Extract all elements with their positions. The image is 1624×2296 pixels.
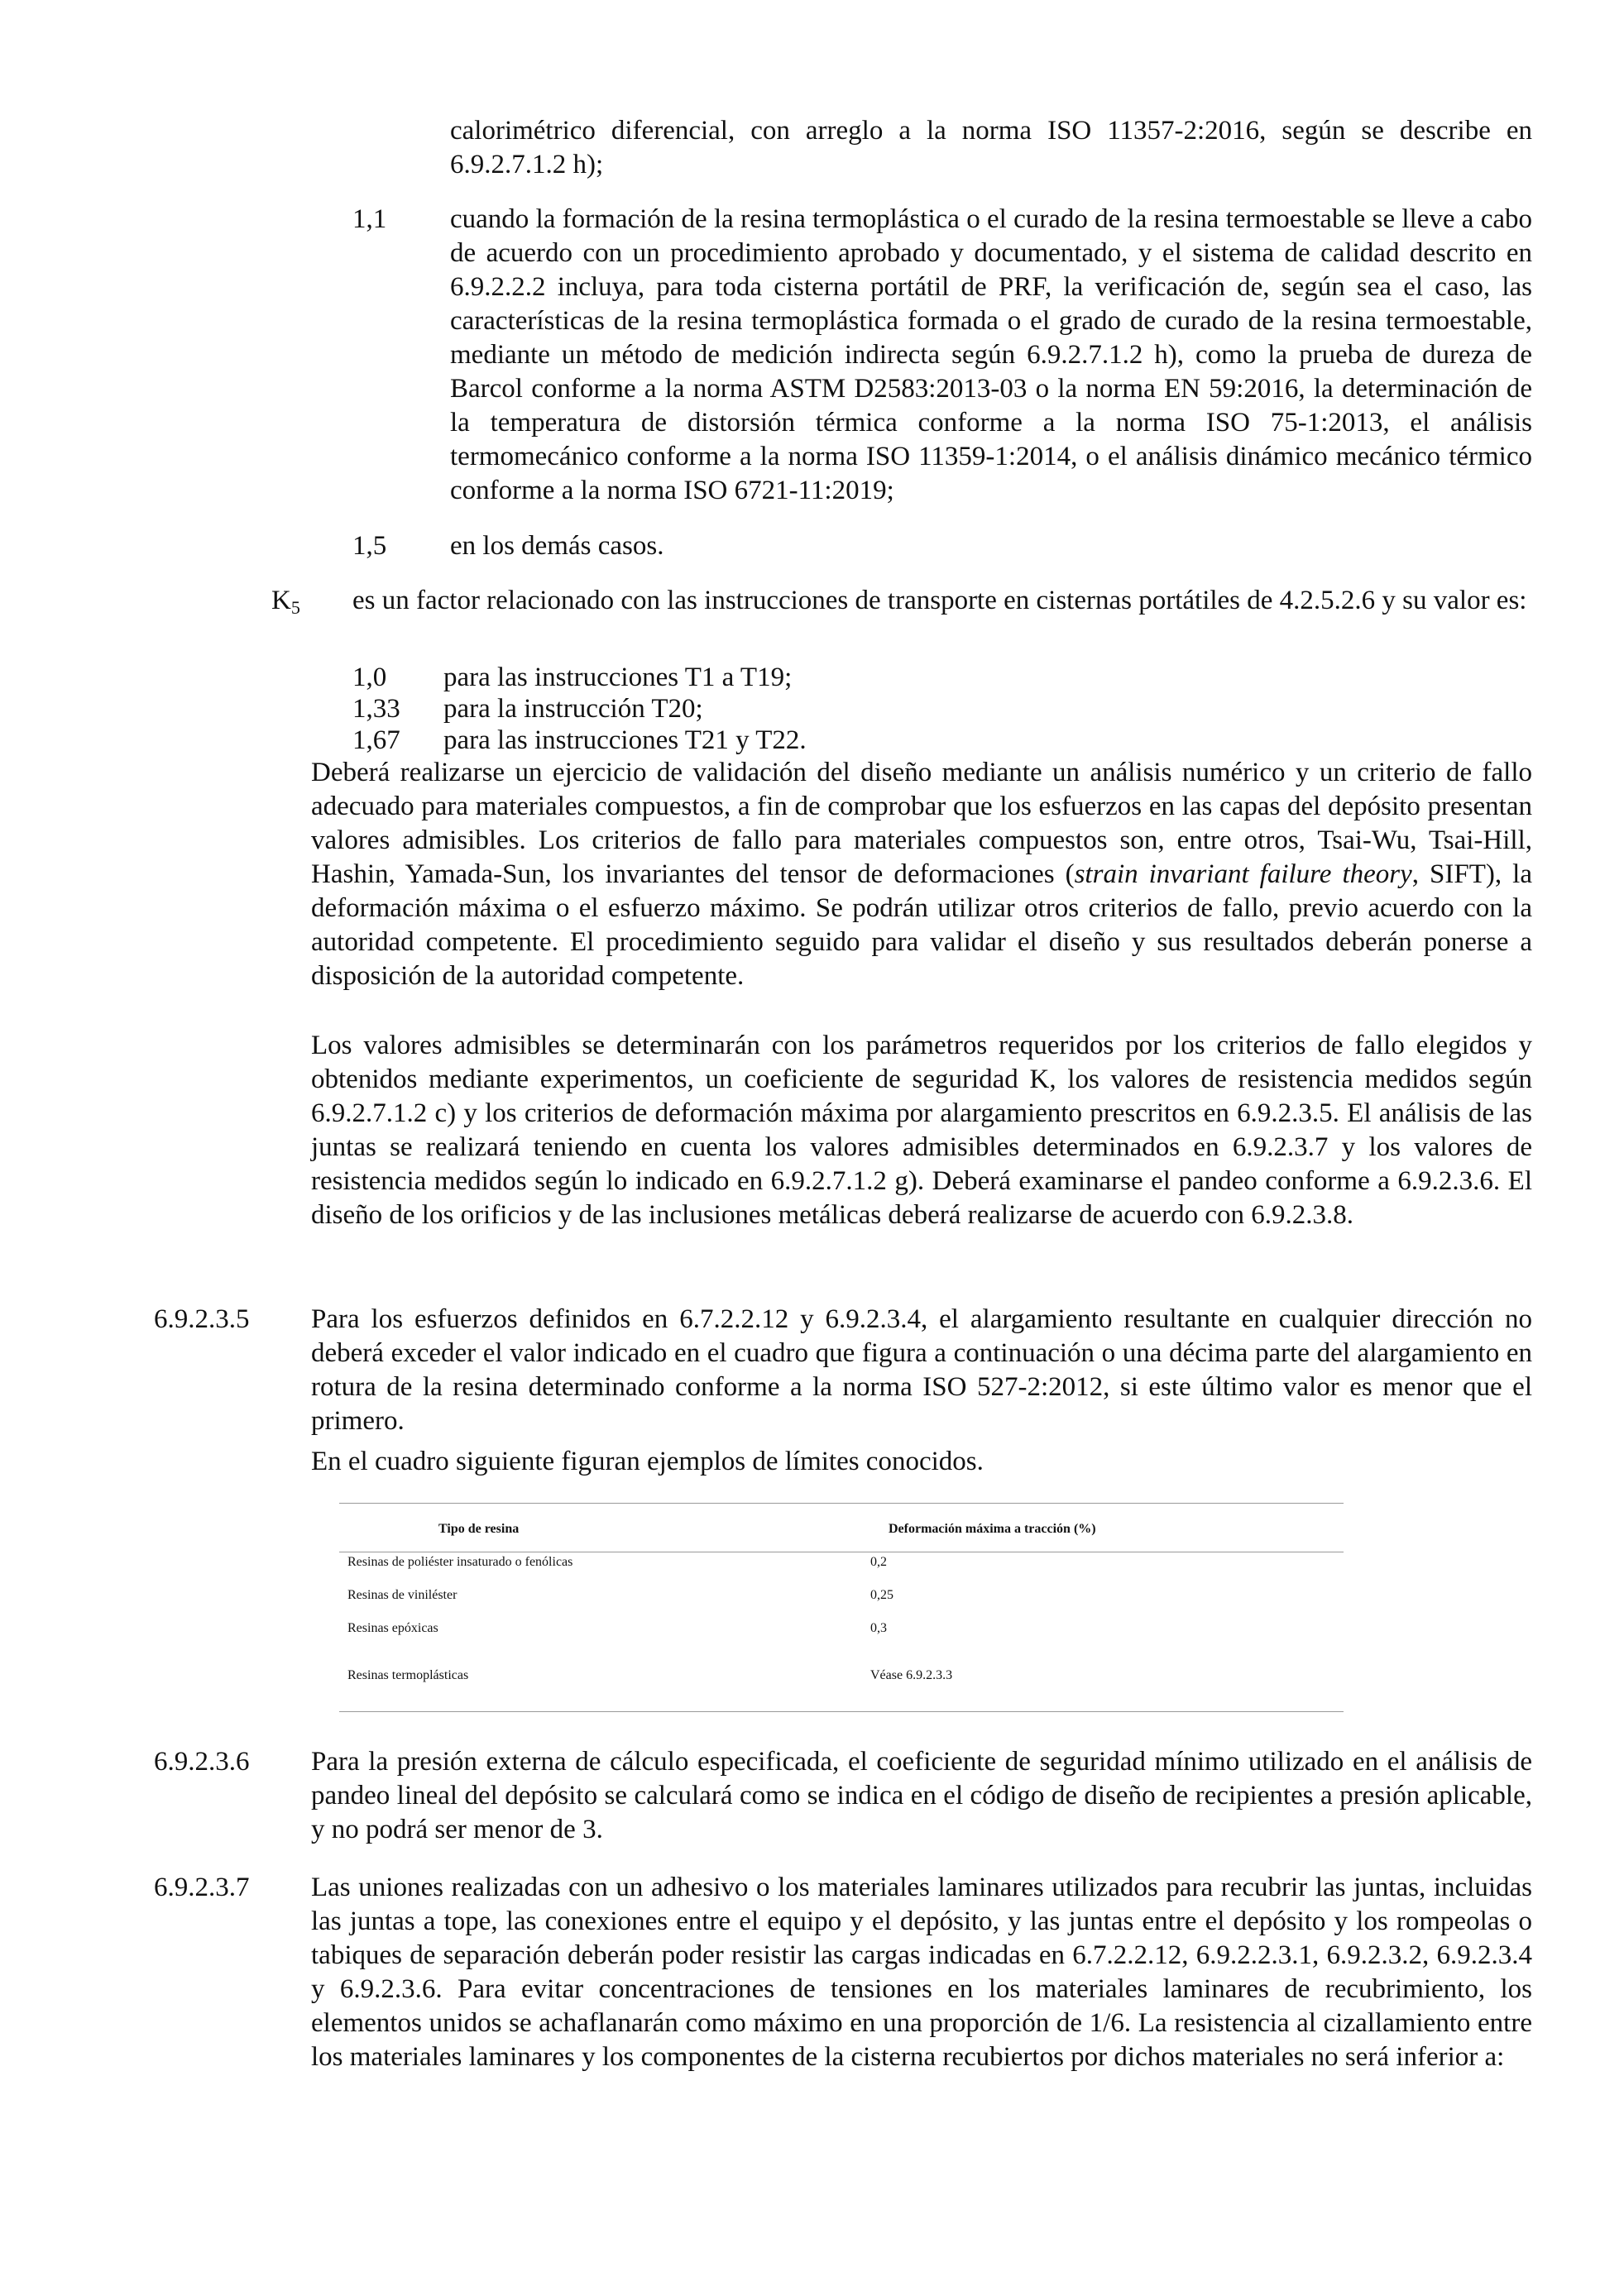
validation-paragraph <box>311 756 1532 993</box>
section-text-6-9-2-3-7: Las uniones realizadas con un adhesivo o los materiales laminares utilizados para recubrir las juntas, incluidas las juntas a tope, las conexiones entre el equipo y el depósito, y las juntas entre el depósito y los rompeolas o tabiques de separación deberán poder resistir las cargas indicadas en 6.7.2.2.12, 6.9.2.2.3.1, 6.9.2.3.2, 6.9.2.3.4 y 6.9.2.3.6. Para evitar concentraciones de tensiones en los materiales laminares de recubrimiento, los elementos unidos se achaflanarán como máximo en una proporción de 1/6. La resistencia al cizallamiento entre los materiales laminares y los componentes de la cisterna recubiertos por dichos materiales no será inferior a: <box>311 1873 1532 2072</box>
table-top-rule <box>339 1503 1344 1504</box>
section-text-6-9-2-3-6: Para la presión externa de cálculo especificada, el coeficiente de seguridad mínimo utilizado en el análisis de pandeo lineal del depósito se calculará como se indica en el código de diseño de recipientes a presión aplicable, y no podrá ser menor de 3. <box>311 1747 1532 1844</box>
validation-part2: , SIFT), la deformación máxima o el esfuerzo máximo. Se podrán utilizar otros criterios de fallo, previo acuerdo con la autoridad competente. El procedimiento seguido para validar el diseño y sus resultados deberán ponerse a disposición de la autoridad competente. <box>311 859 1532 991</box>
intro-continuation: calorimétrico diferencial, con arreglo a la norma ISO 11357-2:2016, según se describe en 6.9.2.7.1.2 h); <box>450 116 1532 179</box>
k5-letter: K <box>271 586 291 615</box>
table-cell-resin: Resinas de poliéster insaturado o fenólicas <box>347 1555 573 1569</box>
k4-value-1: 1,1 <box>352 204 387 234</box>
table-cell-value: Véase 6.9.2.3.3 <box>870 1668 953 1682</box>
validation-part1: Deberá realizarse un ejercicio de validación del diseño mediante un análisis numérico y un criterio de fallo adecuado para materiales compuestos, a fin de comprobar que los esfuerzos en las capas del depósito presentan valores admisibles. Los criterios de fallo para materiales compuestos son, entre otros, Tsai-Wu, Tsai-Hill, Hashin, Yamada-Sun, los invariantes del tensor de deformaciones ( <box>311 758 1532 889</box>
k4-text-2: en los demás casos. <box>450 531 664 561</box>
admissible-paragraph: Los valores admisibles se determinarán con los parámetros requeridos por los criterios de fallo elegidos y obtenidos mediante experimentos, un coeficiente de seguridad K, los valores de resistencia medidos según 6.9.2.7.1.2 c) y los criterios de deformación máxima por alargamiento prescritos en 6.9.2.3.5. El análisis de las juntas se realizará teniendo en cuenta los valores admisibles determinados en 6.9.2.3.7 y los valores de resistencia medidos según lo indicado en 6.9.2.7.1.2 g). Deberá examinarse el pandeo conforme a 6.9.2.3.6. El diseño de los orificios y de las inclusiones metálicas deberá realizarse de acuerdo con 6.9.2.3.8. <box>311 1031 1532 1230</box>
k5-subscript: 5 <box>290 597 300 618</box>
table-intro: En el cuadro siguiente figuran ejemplos de límites conocidos. <box>311 1447 984 1476</box>
k5-value-text-2: para la instrucción T20; <box>443 694 703 724</box>
table-cell-resin: Resinas termoplásticas <box>347 1668 469 1682</box>
k5-value-text-1: para las instrucciones T1 a T19; <box>443 662 793 692</box>
table-header-resin-type: Tipo de resina <box>438 1522 520 1536</box>
section-number-6-9-2-3-7: 6.9.2.3.7 <box>154 1873 250 1902</box>
section-number-6-9-2-3-5: 6.9.2.3.5 <box>154 1304 250 1334</box>
k5-value-2: 1,33 <box>352 694 400 724</box>
k5-value-3: 1,67 <box>352 725 400 755</box>
table-header-max-strain: Deformación máxima a tracción (%) <box>889 1522 1096 1536</box>
table-cell-value: 0,2 <box>870 1555 887 1569</box>
k4-text-1: cuando la formación de la resina termoplástica o el curado de la resina termoestable se lleve a cabo de acuerdo con un procedimiento aprobado y documentado, y el sistema de calidad descrito en 6.9.2.2.2 incluya, para toda cisterna portátil de PRF, la verificación de, según sea el caso, las características de la resina termoplástica formada o el grado de curado de la resina termoestable, mediante un método de medición indirecta según 6.9.2.7.1.2 h), como la prueba de dureza de Barcol conforme a la norma ASTM D2583:2013-03 o la norma EN 59:2016, la determinación de la temperatura de distorsión térmica conforme a la norma ISO 75-1:2013, el análisis termomecánico conforme a la norma ISO 11359-1:2014, o el análisis dinámico mecánico térmico conforme a la norma ISO 6721-11:2019; <box>450 204 1532 505</box>
table-bottom-rule <box>339 1711 1344 1712</box>
k4-value-2: 1,5 <box>352 531 387 561</box>
k5-value-1: 1,0 <box>352 662 387 692</box>
k5-value-text-3: para las instrucciones T21 y T22. <box>443 725 807 755</box>
section-text-6-9-2-3-5: Para los esfuerzos definidos en 6.7.2.2.12 y 6.9.2.3.4, el alargamiento resultante en cualquier dirección no deberá exceder el valor indicado en el cuadro que figura a continuación o una décima parte del alargamiento en rotura de la resina determinado conforme a la norma ISO 527-2:2012, si este último valor es menor que el primero. <box>311 1304 1532 1436</box>
table-cell-resin: Resinas de viniléster <box>347 1588 457 1602</box>
section-number-6-9-2-3-6: 6.9.2.3.6 <box>154 1747 250 1777</box>
k5-symbol <box>271 584 300 624</box>
k5-definition: es un factor relacionado con las instrucciones de transporte en cisternas portátiles de 4.2.5.2.6 y su valor es: <box>352 586 1527 615</box>
validation-italic: strain invariant failure theory <box>1074 859 1412 889</box>
table-cell-resin: Resinas epóxicas <box>347 1621 438 1635</box>
table-cell-value: 0,25 <box>870 1588 893 1602</box>
table-cell-value: 0,3 <box>870 1621 887 1635</box>
